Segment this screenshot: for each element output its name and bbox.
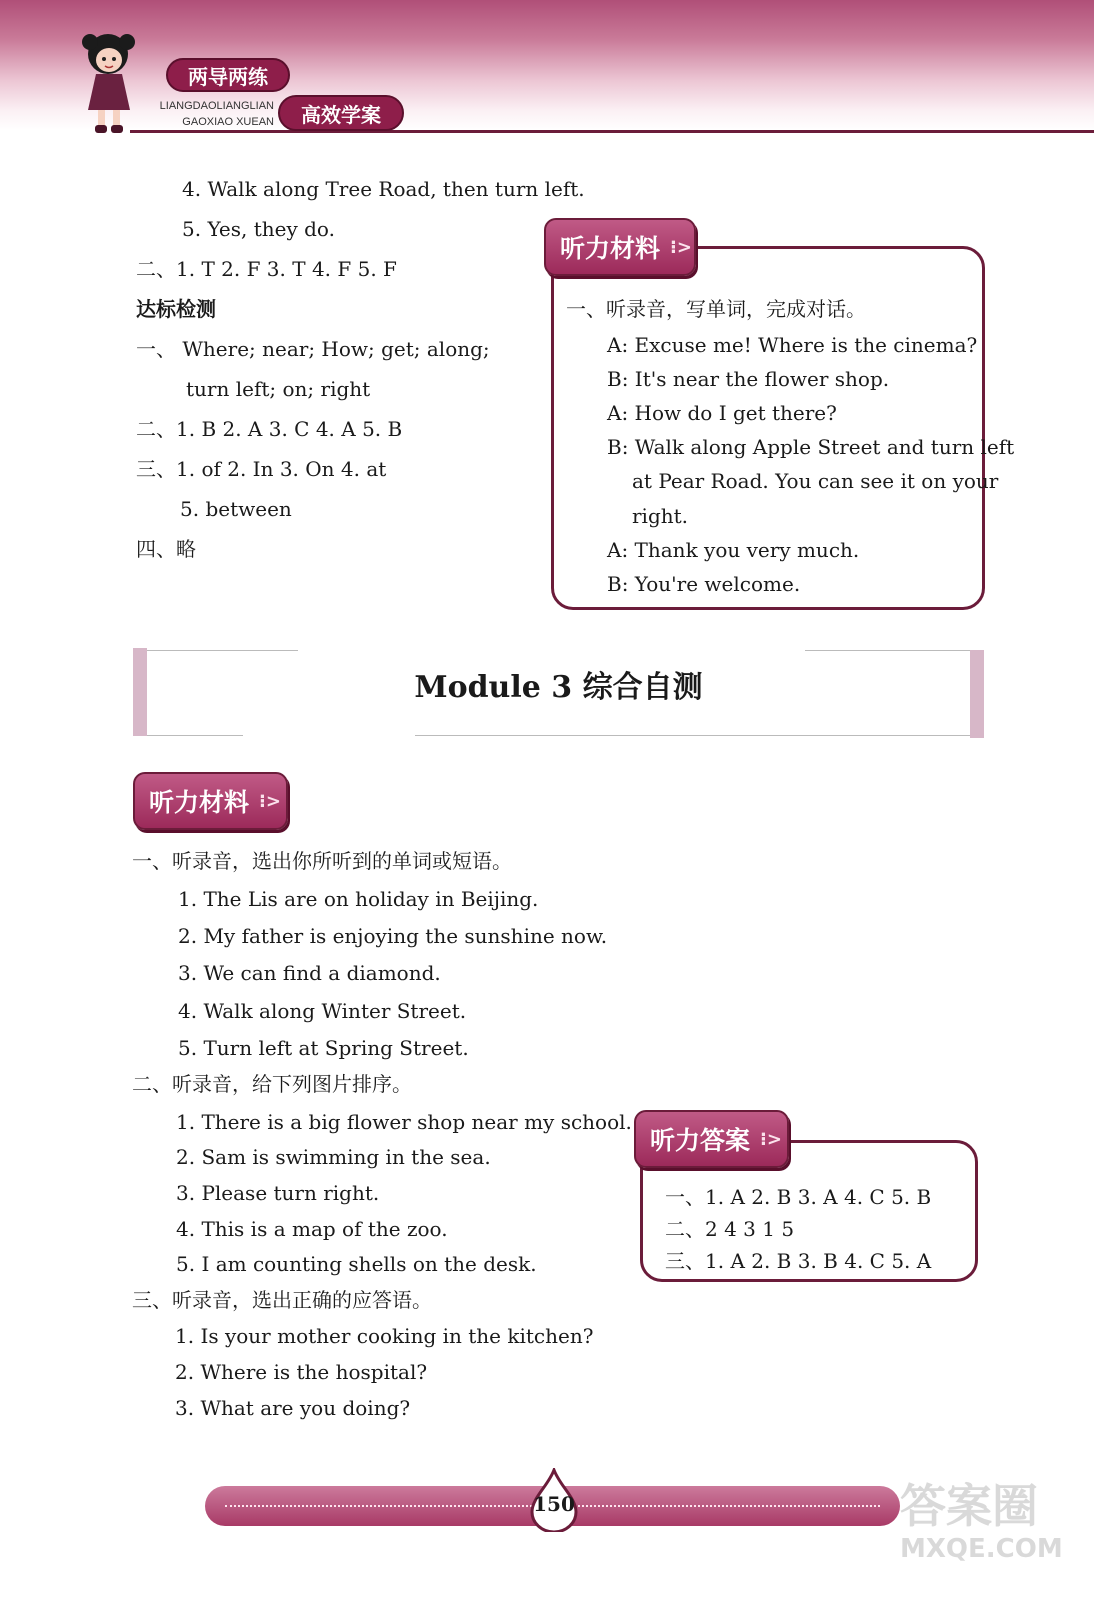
section-heading: 二、听录音，给下列图片排序。: [132, 1072, 412, 1096]
answer-line: 5. between: [180, 497, 292, 521]
dialog-line: B: You're welcome.: [607, 572, 801, 596]
section-heading: 达标检测: [136, 297, 216, 321]
list-item: 2. Where is the hospital?: [175, 1360, 428, 1384]
dialog-line: B: It's near the flower shop.: [607, 367, 890, 391]
watermark-en: MXQE.COM: [900, 1534, 1063, 1564]
section-heading: 三、听录音，选出正确的应答语。: [132, 1288, 432, 1312]
list-item: 1. Is your mother cooking in the kitchen?: [175, 1324, 594, 1348]
list-item: 4. Walk along Winter Street.: [178, 999, 467, 1023]
listening-answers-tag-label: 听力答案: [650, 1126, 751, 1155]
divider: [133, 650, 298, 651]
listening-tag: [544, 218, 696, 276]
answer-line: 三、1. A 2. B 3. B 4. C 5. A: [665, 1249, 932, 1273]
chevron-right-icon: ⁝>: [760, 1128, 782, 1150]
logo-title-top: 两导两练: [166, 58, 290, 92]
mascot-girl-icon: [78, 28, 142, 136]
list-item: 1. There is a big flower shop near my school.: [176, 1110, 632, 1134]
list-item: 5. I am counting shells on the desk.: [176, 1252, 537, 1276]
divider: [415, 735, 970, 736]
dialog-line: B: Walk along Apple Street and turn left: [607, 435, 1015, 459]
divider: [133, 735, 243, 736]
logo-title-bottom: 高效学案: [278, 95, 404, 131]
logo-pinyin: [150, 98, 274, 130]
list-item: 3. What are you doing?: [175, 1396, 411, 1420]
listening-material-tag: [133, 772, 288, 830]
header-rule: [130, 130, 1094, 133]
answer-line: 一、1. A 2. B 3. A 4. C 5. B: [665, 1185, 932, 1209]
box-heading: 一、听录音，写单词，完成对话。: [566, 297, 866, 321]
answer-line: turn left; on; right: [186, 377, 371, 401]
dialog-line: A: Excuse me! Where is the cinema?: [607, 333, 978, 357]
list-item: 2. My father is enjoying the sunshine now.: [178, 924, 608, 948]
dialog-line: A: Thank you very much.: [607, 538, 860, 562]
list-item: 3. We can find a diamond.: [178, 961, 441, 985]
list-item: 5. Turn left at Spring Street.: [178, 1036, 469, 1060]
answer-line: 5. Yes, they do.: [182, 217, 335, 241]
module-bar-left: [133, 648, 147, 736]
page-number: 150: [533, 1492, 575, 1516]
answer-line: 二、1. B 2. A 3. C 4. A 5. B: [136, 417, 403, 441]
listening-tag-label: 听力材料: [560, 234, 661, 263]
list-item: 3. Please turn right.: [176, 1181, 380, 1205]
answer-line: 一、 Where; near; How; get; along;: [136, 337, 490, 361]
logo-pinyin-line1: LIANGDAOLIANGLIAN: [159, 100, 274, 112]
watermark: [900, 1478, 1070, 1578]
section-heading: 一、听录音，选出你所听到的单词或短语。: [132, 849, 512, 873]
dialog-line: at Pear Road. You can see it on your: [632, 469, 999, 493]
module-bar-right: [970, 650, 984, 738]
dialog-line: right.: [632, 504, 689, 528]
answer-line: 4. Walk along Tree Road, then turn left.: [182, 177, 585, 201]
list-item: 1. The Lis are on holiday in Beijing.: [178, 887, 539, 911]
answer-line: 三、1. of 2. In 3. On 4. at: [136, 457, 387, 481]
watermark-cn: 答案圈: [900, 1479, 1038, 1533]
listening-material-tag-label: 听力材料: [149, 788, 250, 817]
module-title: Module 3 综合自测: [414, 670, 703, 705]
chevron-right-icon: ⁝>: [259, 790, 281, 812]
divider: [805, 650, 970, 651]
logo-pinyin-line2: GAOXIAO XUEAN: [182, 116, 274, 128]
listening-answers-tag: [634, 1110, 789, 1168]
list-item: 4. This is a map of the zoo.: [176, 1217, 448, 1241]
chevron-right-icon: ⁝>: [670, 236, 692, 258]
answer-line: 二、2 4 3 1 5: [665, 1217, 795, 1241]
dialog-line: A: How do I get there?: [607, 401, 837, 425]
list-item: 2. Sam is swimming in the sea.: [176, 1145, 491, 1169]
answer-line: 二、1. T 2. F 3. T 4. F 5. F: [136, 257, 397, 281]
answer-line: 四、略: [136, 537, 196, 561]
